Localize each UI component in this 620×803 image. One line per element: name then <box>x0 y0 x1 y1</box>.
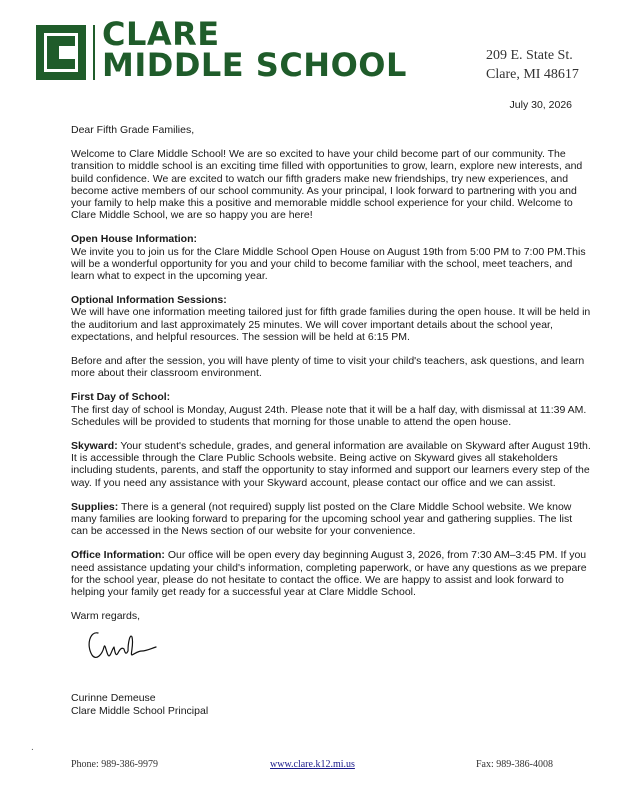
signer-title: Clare Middle School Principal <box>71 705 209 717</box>
open-house-text: We invite you to join us for the Clare Middle School Open House on August 19th from 5:00 PM to 7:00 PM.This will be a wonderful opportunity for you and your child to become familiar with the school, meet teachers, and learn what to expect in the upcoming year. <box>71 245 586 283</box>
supplies-section <box>71 501 591 538</box>
letter-date: July 30, 2026 <box>509 99 572 111</box>
office-section <box>71 549 591 598</box>
office-heading: Office Information: <box>71 549 165 562</box>
first-day-section <box>71 391 591 428</box>
school-logo <box>36 25 86 80</box>
first-day-heading: First Day of School: <box>71 391 171 404</box>
signer-name: Curinne Demeuse <box>71 692 156 704</box>
supplies-heading: Supplies: <box>71 500 119 513</box>
sessions-heading: Optional Information Sessions: <box>71 294 227 307</box>
signer-block <box>71 692 208 718</box>
salutation: Dear Fifth Grade Families, <box>71 124 195 136</box>
footer-fax: Fax: 989-386-4008 <box>476 759 553 770</box>
intro-paragraph: Welcome to Clare Middle School! We are so excited to have your child become part of our community. The transition to middle school is an exciting time filled with opportunities to grow, learn, explore new interests, and build confidence. We are excited to watch our fifth graders make new friendships, try new experiences, and become active members of our school community. As your principal, I look forward to partnering with you and your family to help make this a positive and memorable middle school experience for your child. Welcome to Clare Middle School, we are so happy you are here! <box>71 148 583 222</box>
signature-image <box>84 625 164 665</box>
office-text: Our office will be open every day beginning August 3, 2026, from 7:30 AM–3:45 PM. If you need assistance updating your child's information, completing paperwork, or have any questions as we prepare for the school year, please do not hesitate to contact the office. We are happy to assist and look forward to helping your family get ready for a successful year at Clare Middle School. <box>71 549 587 599</box>
before-after-paragraph: Before and after the session, you will have plenty of time to visit your child's teachers, ask questions, and learn more about their classroom environment. <box>71 355 585 380</box>
stray-dot: . <box>31 742 34 753</box>
letter-body <box>71 124 591 635</box>
school-name-line2: MIDDLE SCHOOL <box>102 46 407 84</box>
school-name-line1: CLARE <box>102 15 220 53</box>
sessions-section <box>71 294 591 343</box>
address-line2: Clare, MI 48617 <box>486 67 579 82</box>
footer-phone: Phone: 989-386-9979 <box>71 759 158 770</box>
open-house-heading: Open House Information: <box>71 233 197 246</box>
skyward-section <box>71 440 591 489</box>
skyward-text: Your student's schedule, grades, and general information are available on Skyward after August 19th. It is accessible through the Clare Public Schools website. Being active on Skyward gives all stakeholders including students, parents, and staff the opportunity to stay informed and support our learners every step of the way. If you need any assistance with your Skyward account, please contact our office and we can assist. <box>71 440 591 489</box>
open-house-section <box>71 233 591 282</box>
logo-letter-c <box>47 36 75 69</box>
skyward-heading: Skyward: <box>71 440 118 453</box>
school-name <box>102 15 407 84</box>
footer-website-link[interactable]: www.clare.k12.mi.us <box>270 759 355 770</box>
address-line1: 209 E. State St. <box>486 48 573 63</box>
school-address <box>486 46 579 84</box>
first-day-text: The first day of school is Monday, August 24th. Please note that it will be a half day, with dismissal at 11:39 AM. Schedules will be provided to students that morning for those unable to attend the open house. <box>71 403 587 428</box>
supplies-text: There is a general (not required) supply list posted on the Clare Middle School website. We know many families are looking forward to preparing for the upcoming school year and gathering supplies. The list can be accessed in the News section of our website for your convenience. <box>71 500 573 538</box>
closing: Warm regards, <box>71 610 141 623</box>
logo-divider <box>93 25 95 80</box>
sessions-text: We will have one information meeting tailored just for fifth grade families during the open house. It will be held in the auditorium and last approximately 25 minutes. We will cover important details about the school year, expectations, and helpful resources. The session will be held at 6:15 PM. <box>71 306 591 343</box>
